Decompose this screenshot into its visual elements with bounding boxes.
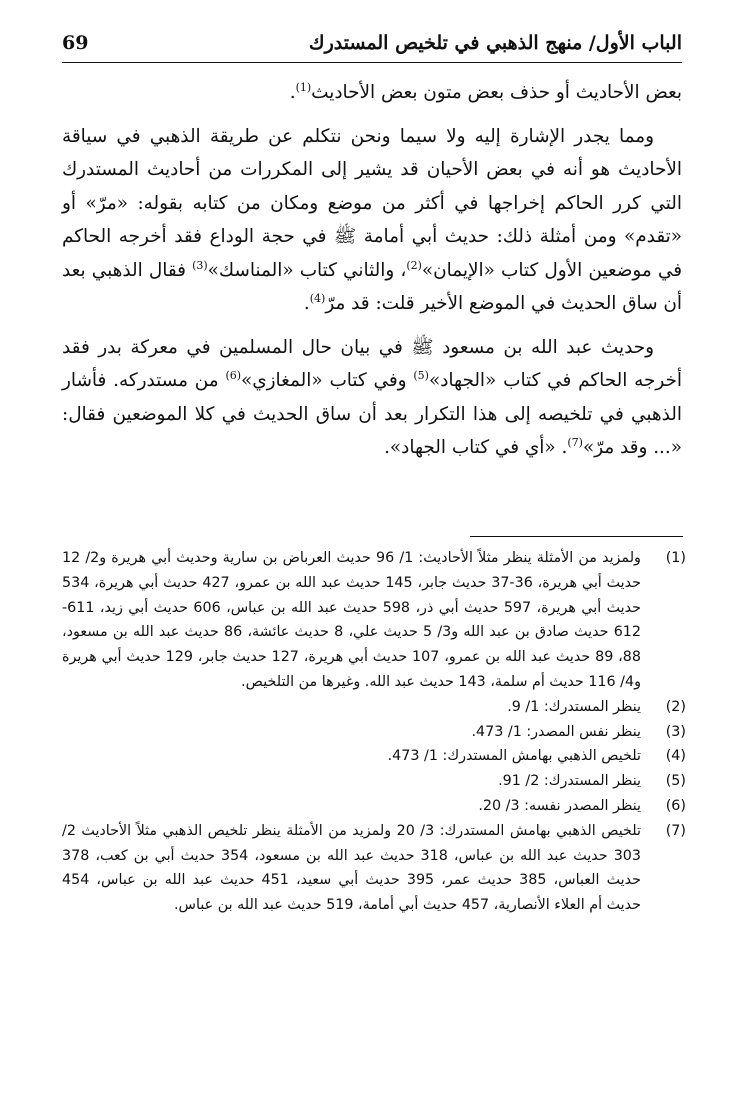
footnote-ref: (1) [295,80,312,94]
paragraph [62,120,682,321]
text-segment: وحديث عبد الله بن مسعود ﷺ في بيان حال المسلمين في معركة بدر فقد أخرجه الحاكم في كتاب «الجهاد» [62,336,682,391]
text-segment: بعض الأحاديث أو حذف بعض متون بعض الأحاديث [311,82,682,103]
footnote [62,695,686,720]
footnote-number: (2) [665,698,686,715]
footnote-text: ينظر المستدرك: 2/ 91. [498,773,641,790]
footnote-number: (6) [665,797,686,814]
footnote-text: ينظر المصدر نفسه: 3/ 20. [478,797,641,814]
footnote-text: تلخيص الذهبي بهامش المستدرك: 3/ 20 ولمزيد من الأمثلة ينظر تلخيص الذهبي مثلاً الأحاديث 2/ 303 حديث عبد الله بن عباس، 318 حديث عبد الله بن مسعود، 354 حديث أبي بن كعب، 378 حديث العباس، 385 حديث عمر، 395 حديث أبي سعيد، 451 حديث عبد الله بن عباس، 454 حديث أم العلاء الأنصارية، 457 حديث أبي أمامة، 519 حديث عبد الله بن عباس. [62,822,641,914]
footnote-text: ولمزيد من الأمثلة ينظر مثلاً الأحاديث: 1/ 96 حديث العرباض بن سارية وحديث أبي هريرة و2/ 12 حديث أبي هريرة، 36-37 حديث جابر، 145 حديث عبد الله بن عمرو، 427 حديث أبي هريرة، 534 حديث أبي هريرة، 597 حديث أبي ذر، 598 حديث عبد الله بن عباس، 606 حديث أبي زيد، 611-612 حديث صادق بن عبد الله و3/ 5 حديث علي، 8 حديث عائشة، 86 حديث عبد الله بن مسعود، 88، 89 حديث عبد الله بن عمرو، 107 حديث أبي هريرة، 127 حديث جابر، 129 حديث أبي هريرة و4/ 116 حديث أم سلمة، 143 حديث عبد الله. وغيرها من التلخيص. [62,550,641,690]
footnotes [62,546,686,918]
chapter-title: الباب الأول/ منهج الذهبي في تلخيص المستدرك [308,32,682,54]
text-segment: من مستدركه. فأشار الذهبي في تلخيصه إلى هذا التكرار بعد أن ساق الحديث في كلا الموضعين فقال: «... وقد مرّ» [62,370,682,458]
text-segment: وفي كتاب «المغازي» [241,370,414,391]
footnote-ref: (5) [413,368,429,382]
text-segment: . [289,82,296,103]
footnote-text: ينظر المستدرك: 1/ 9. [507,698,641,715]
footnote [62,819,686,918]
footnote-divider [470,536,683,537]
text-segment: ومما يجدر الإشارة إليه ولا سيما ونحن نتكلم عن طريقة الذهبي في سياقة الأحاديث هو أنه في بعض الأحيان قد يشير إلى المكررات من أحاديث المستدرك التي كرر الحاكم إخراجها في أكثر من موضع ومكان من كتابه بقوله: «مرّ» أو «تقدم» ومن أمثلة ذلك: حديث أبي أمامة ﷺ في حجة الوداع فقد أخرجه الحاكم في موضعين الأول كتاب «الإيمان» [62,125,682,281]
page-number: 69 [62,32,89,54]
footnote-number: (1) [665,550,686,566]
text-segment: فقال الذهبي بعد أن ساق الحديث في الموضع الأخير قلت: قد مرّ [62,259,682,314]
text-segment: ، والثاني كتاب «المناسك» [207,259,407,281]
footnote [62,546,686,695]
footnote [62,744,686,769]
text-segment: . [303,293,310,314]
footnote-text: تلخيص الذهبي بهامش المستدرك: 1/ 473. [387,748,641,765]
footnote [62,794,686,819]
paragraph [62,331,682,465]
footnote-text: ينظر نفس المصدر: 1/ 473. [471,723,641,740]
footnote-ref: (6) [225,368,242,382]
text-segment: . «أي في كتاب الجهاد». [384,437,568,458]
main-text [62,76,682,465]
footnote [62,769,686,794]
footnote-ref: (3) [192,258,208,272]
footnote-number: (7) [665,822,686,839]
running-header [62,30,682,63]
footnote-number: (4) [665,748,686,765]
footnote-ref: (4) [309,291,326,305]
footnote-ref: (7) [567,435,583,449]
footnote-number: (3) [665,723,686,740]
footnote [62,720,686,745]
footnote-ref: (2) [406,258,422,272]
footnote-number: (5) [665,773,686,790]
paragraph [62,76,682,110]
